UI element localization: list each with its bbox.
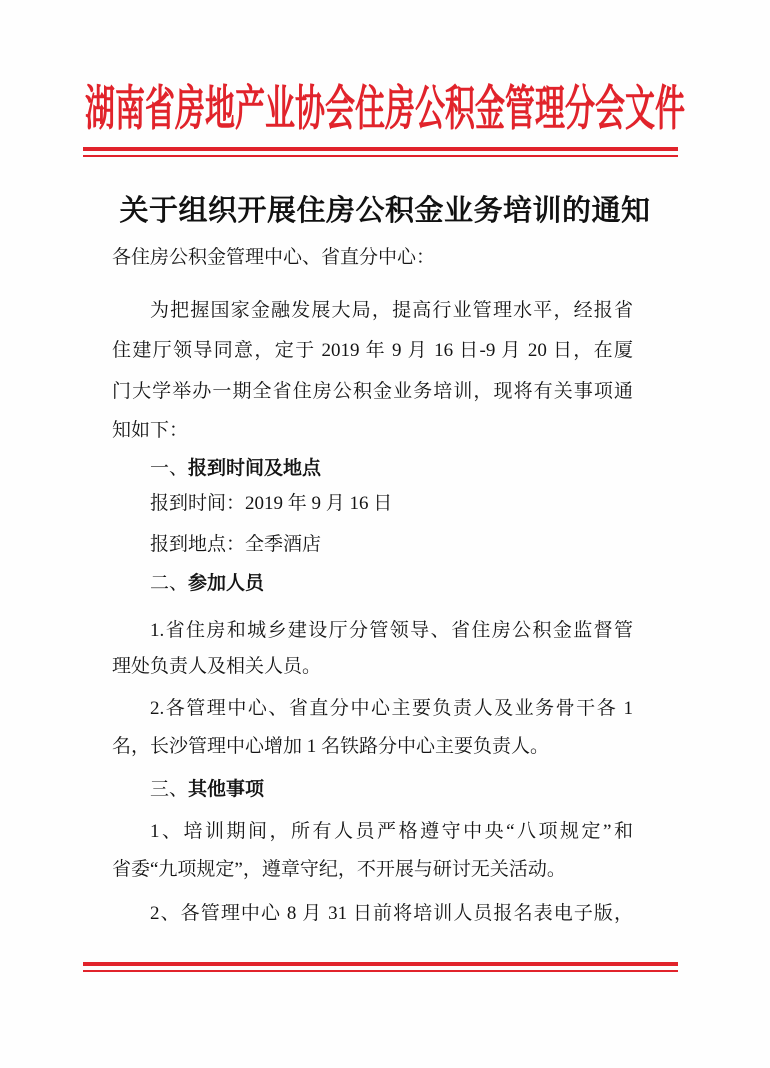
participant-item-line: 2.各管理中心、省直分中心主要负责人及业务骨干各 1	[150, 698, 633, 719]
section-number: 一、	[150, 458, 189, 479]
section-number: 三、	[150, 779, 189, 800]
participant-item-line: 名，长沙管理中心增加 1 名铁路分中心主要负责人。	[112, 736, 550, 757]
footer-rule-thin	[83, 970, 678, 972]
section-heading-1	[150, 456, 633, 480]
intro-line: 为把握国家金融发展大局，提高行业管理水平，经报省	[150, 300, 633, 321]
section-heading-3	[150, 777, 633, 801]
letterhead-rule-thin	[83, 155, 678, 157]
other-item-line: 省委“九项规定”，遵章守纪，不开展与研讨无关活动。	[112, 859, 566, 880]
other-item-line: 2、各管理中心 8 月 31 日前将培训人员报名表电子版，	[150, 903, 633, 924]
letterhead-rule-thick	[83, 147, 678, 151]
checkin-location: 报到地点：全季酒店	[150, 534, 322, 555]
letterhead-title	[0, 81, 770, 138]
section-heading-2	[150, 571, 633, 595]
intro-line: 住建厅领导同意，定于 2019 年 9 月 16 日-9 月 20 日，在厦	[112, 340, 633, 361]
section-number: 二、	[150, 573, 189, 594]
notice-title: 关于组织开展住房公积金业务培训的通知	[119, 193, 651, 227]
intro-line: 知如下：	[112, 420, 189, 441]
participant-item-line: 1.省住房和城乡建设厅分管领导、省住房公积金监督管	[150, 620, 633, 641]
participant-item-line: 理处负责人及相关人员。	[112, 656, 322, 677]
section-title: 参加人员	[188, 572, 265, 594]
other-item-line: 1、培训期间，所有人员严格遵守中央“八项规定”和	[150, 821, 633, 842]
section-title: 其他事项	[188, 778, 265, 800]
section-title: 报到时间及地点	[188, 457, 322, 479]
intro-line: 门大学举办一期全省住房公积金业务培训，现将有关事项通	[112, 381, 633, 402]
checkin-time: 报到时间：2019 年 9 月 16 日	[150, 493, 393, 514]
salutation: 各住房公积金管理中心、省直分中心：	[112, 247, 436, 268]
letterhead-title-text: 湖南省房地产业协会住房公积金管理分会文件	[85, 81, 685, 138]
footer-rule-thick	[83, 962, 678, 966]
